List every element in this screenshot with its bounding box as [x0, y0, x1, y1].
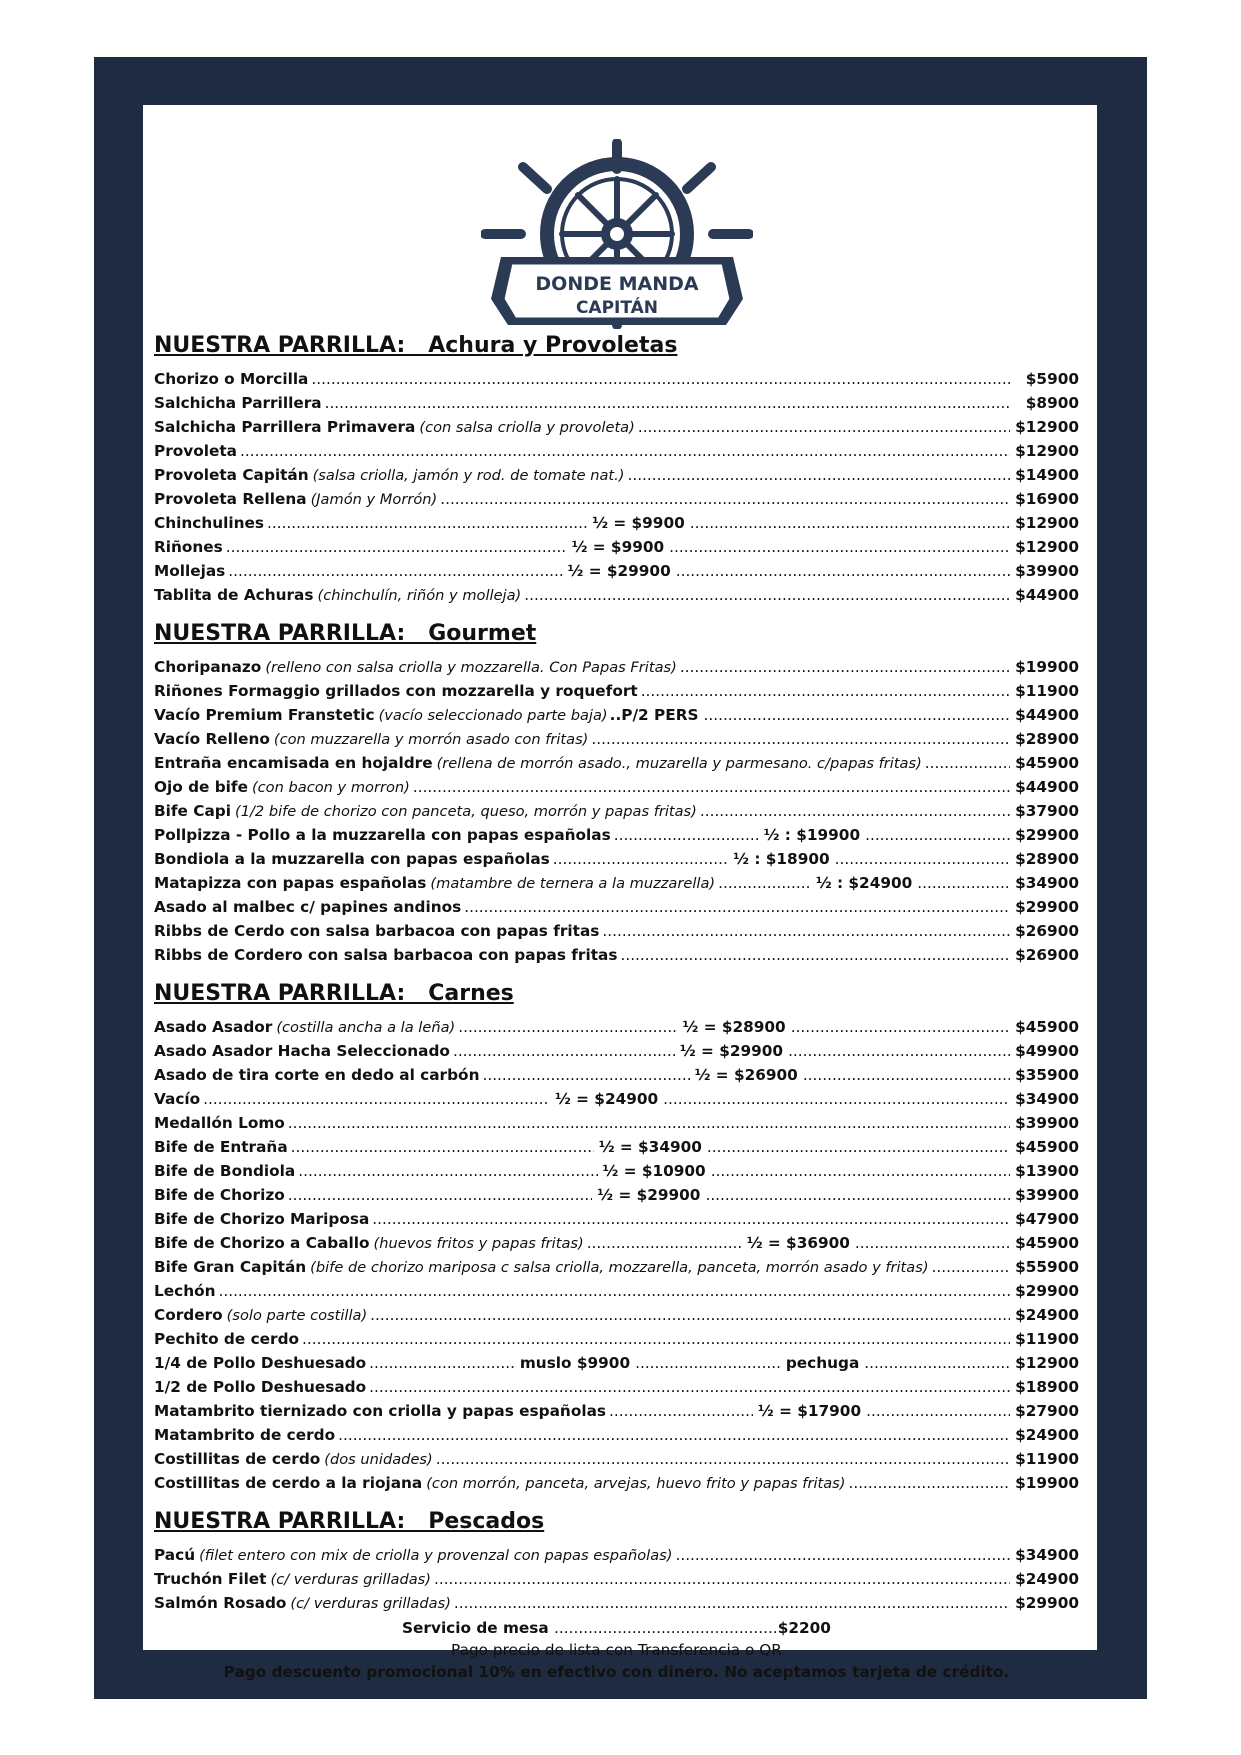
item-name: Costillitas de cerdo — [154, 1450, 321, 1468]
menu-item — [154, 943, 1079, 967]
dot-leader — [700, 799, 1010, 823]
item-price: $34900 — [1015, 874, 1079, 892]
item-description: (rellena de morrón asado., muzarella y parmesano. c/papas fritas) — [436, 755, 922, 772]
menu-footer — [154, 1617, 1079, 1683]
menu-item — [154, 1279, 1079, 1303]
item-name: Asado Asador — [154, 1018, 273, 1036]
menu-sheet — [143, 105, 1097, 1681]
section-title: NUESTRA PARRILLA: Gourmet — [154, 621, 537, 646]
item-price: $12900 — [1015, 1354, 1080, 1372]
svg-text:CAPITÁN: CAPITÁN — [575, 298, 659, 318]
service-price: $2200 — [777, 1619, 831, 1637]
menu-item — [154, 1159, 1079, 1183]
item-name: Riñones — [154, 538, 223, 556]
menu-item — [154, 1591, 1079, 1615]
dot-leader — [436, 1447, 1010, 1471]
menu-item — [154, 583, 1079, 607]
service-dots: .............................................. — [554, 1619, 778, 1637]
payment-note: Pago precio de lista con Transferencia o QR — [451, 1641, 782, 1659]
item-name: Chorizo o Morcilla — [154, 370, 309, 388]
item-price: $12900 — [1015, 418, 1079, 436]
item-price: $29900 — [1015, 1594, 1079, 1612]
menu-item — [154, 415, 1079, 439]
item-name: Bife de Bondiola — [154, 1162, 296, 1180]
item-price: $12900 — [1015, 514, 1079, 532]
item-price: $39900 — [1015, 562, 1079, 580]
menu-item — [154, 1015, 1079, 1039]
menu-item — [154, 1423, 1079, 1447]
dot-leader — [482, 1063, 689, 1087]
dot-leader — [711, 1159, 1010, 1183]
item-price: $16900 — [1015, 490, 1079, 508]
half-portion-price: pechuga — [785, 1354, 860, 1372]
item-name: Bondiola a la muzzarella con papas españolas — [154, 850, 550, 868]
item-name: Cordero — [154, 1306, 223, 1324]
item-price: $28900 — [1015, 850, 1079, 868]
half-portion-price: ½ = $24900 — [555, 1090, 659, 1108]
item-description: (con muzzarella y morrón asado con fritas) — [273, 731, 589, 748]
section-title: NUESTRA PARRILLA: Pescados — [154, 1509, 545, 1534]
menu-item-list — [154, 367, 1079, 607]
item-price: $44900 — [1015, 778, 1079, 796]
dot-leader — [240, 439, 1010, 463]
dot-leader — [627, 463, 1010, 487]
item-name: Pechito de cerdo — [154, 1330, 300, 1348]
half-portion-price: ½ : $18900 — [733, 850, 830, 868]
menu-item — [154, 1039, 1079, 1063]
menu-item — [154, 463, 1079, 487]
item-name: Entraña encamisada en hojaldre — [154, 754, 433, 772]
menu-item — [154, 1207, 1079, 1231]
item-description: (matambre de ternera a la muzzarella) — [430, 875, 716, 892]
dot-leader — [218, 1279, 1010, 1303]
item-price: $49900 — [1015, 1042, 1079, 1060]
dot-leader — [609, 1399, 753, 1423]
half-portion-price: ½ = $10900 — [602, 1162, 706, 1180]
dot-leader — [553, 847, 728, 871]
item-price: $39900 — [1015, 1186, 1079, 1204]
item-name: Vacío Relleno — [154, 730, 270, 748]
half-portion-price: ½ = $28900 — [682, 1018, 786, 1036]
item-price: $18900 — [1015, 1378, 1079, 1396]
item-name: Costillitas de cerdo a la riojana — [154, 1474, 423, 1492]
item-name: Matambrito de cerdo — [154, 1426, 336, 1444]
item-price: $45900 — [1015, 1234, 1079, 1252]
item-name: Ribbs de Cerdo con salsa barbacoa con papas fritas — [154, 922, 600, 940]
half-portion-price: ½ = $34900 — [598, 1138, 702, 1156]
item-price: $28900 — [1015, 730, 1079, 748]
item-description: (costilla ancha a la leña) — [276, 1019, 456, 1036]
section-title: NUESTRA PARRILLA: Carnes — [154, 981, 514, 1006]
service-charge — [154, 1617, 1079, 1639]
item-description: (huevos fritos y papas fritas) — [373, 1235, 584, 1252]
half-portion-price: ½ = $29900 — [679, 1042, 784, 1060]
menu-item — [154, 367, 1079, 391]
menu-item — [154, 1471, 1079, 1495]
item-price: $34900 — [1015, 1546, 1079, 1564]
menu-item — [154, 775, 1079, 799]
item-name: Salmón Rosado — [154, 1594, 287, 1612]
half-portion-price: ½ = $26900 — [694, 1066, 798, 1084]
item-price: $8900 — [1025, 394, 1079, 412]
dot-leader — [458, 1015, 677, 1039]
dot-leader — [602, 919, 1010, 943]
half-portion-price: ½ = $17900 — [757, 1402, 862, 1420]
item-name: Matambrito tiernizado con criolla y papas españolas — [154, 1402, 607, 1420]
item-name: 1/4 de Pollo Deshuesado — [154, 1354, 367, 1372]
menu-item — [154, 799, 1079, 823]
item-price: $11900 — [1015, 682, 1079, 700]
dot-leader — [338, 1423, 1010, 1447]
half-portion-price: ½ = $29900 — [567, 562, 671, 580]
item-price: $47900 — [1015, 1210, 1079, 1228]
discount-note: Pago descuento promocional 10% en efectivo con dinero. No aceptamos tarjeta de crédito. — [223, 1663, 1010, 1681]
menu-item — [154, 1255, 1079, 1279]
dot-leader — [676, 559, 1010, 583]
dot-leader — [638, 415, 1010, 439]
menu-item — [154, 727, 1079, 751]
dot-leader — [791, 1015, 1010, 1039]
dot-leader — [614, 823, 759, 847]
item-price: $45900 — [1015, 1138, 1079, 1156]
item-price: $24900 — [1015, 1426, 1079, 1444]
dot-leader — [302, 1327, 1010, 1351]
dot-leader — [434, 1567, 1010, 1591]
item-name: Bife de Chorizo a Caballo — [154, 1234, 370, 1252]
dot-leader — [718, 871, 811, 895]
item-name: Pacú — [154, 1546, 196, 1564]
item-name: Vacío — [154, 1090, 201, 1108]
item-description: (c/ verduras grilladas) — [290, 1595, 451, 1612]
item-description: (salsa criolla, jamón y rod. de tomate nat.) — [312, 467, 625, 484]
item-description: (vacío seleccionado parte baja) — [378, 707, 608, 724]
item-price: $12900 — [1015, 538, 1079, 556]
menu-item — [154, 559, 1079, 583]
menu-item — [154, 1063, 1079, 1087]
section-gap — [154, 1495, 1079, 1507]
half-portion-price: ½ : $24900 — [815, 874, 913, 892]
dot-leader — [865, 823, 1010, 847]
item-price: $34900 — [1015, 1090, 1080, 1108]
menu-item — [154, 1375, 1079, 1399]
item-name: Chinchulines — [154, 514, 264, 532]
svg-text:DONDE MANDA: DONDE MANDA — [535, 273, 699, 295]
half-portion-price: muslo $9900 — [519, 1354, 631, 1372]
menu-item — [154, 487, 1079, 511]
ship-wheel-logo — [481, 139, 753, 329]
dot-leader — [226, 535, 567, 559]
dot-leader — [680, 655, 1010, 679]
item-price: $44900 — [1015, 586, 1079, 604]
dot-leader — [464, 895, 1010, 919]
dot-leader — [690, 511, 1010, 535]
menu-item — [154, 871, 1079, 895]
item-name: Lechón — [154, 1282, 216, 1300]
dot-leader — [707, 1135, 1010, 1159]
dot-leader — [848, 1471, 1010, 1495]
dot-leader — [641, 679, 1010, 703]
menu-item — [154, 1567, 1079, 1591]
menu-item — [154, 535, 1079, 559]
item-price: $14900 — [1015, 466, 1079, 484]
item-price: $26900 — [1015, 922, 1079, 940]
dot-leader — [704, 703, 1011, 727]
item-description: (filet entero con mix de criolla y provenzal con papas españolas) — [199, 1547, 673, 1564]
menu-item-list — [154, 655, 1079, 967]
menu-item — [154, 823, 1079, 847]
menu-item-list — [154, 1543, 1079, 1615]
item-price: $37900 — [1015, 802, 1079, 820]
item-price: $29900 — [1015, 898, 1079, 916]
dot-leader — [454, 1591, 1010, 1615]
item-name: Provoleta Rellena — [154, 490, 307, 508]
dot-leader — [620, 943, 1010, 967]
item-name: Provoleta Capitán — [154, 466, 309, 484]
dot-leader — [311, 367, 1010, 391]
item-price: $45900 — [1015, 754, 1079, 772]
section-gap — [154, 607, 1079, 619]
item-price: $44900 — [1015, 706, 1079, 724]
item-description: (bife de chorizo mariposa c salsa criolla, mozzarella, panceta, morrón asado y fritas) — [310, 1259, 929, 1276]
half-portion-price: ½ = $9900 — [571, 538, 665, 556]
dot-leader — [587, 1231, 742, 1255]
menu-item — [154, 1351, 1079, 1375]
dot-leader — [370, 1303, 1010, 1327]
item-price: $29900 — [1015, 826, 1079, 844]
dot-leader — [864, 1351, 1010, 1375]
item-name: Bife Gran Capitán — [154, 1258, 307, 1276]
item-name: Medallón Lomo — [154, 1114, 285, 1132]
item-name: Asado de tira corte en dedo al carbón — [154, 1066, 480, 1084]
menu-item — [154, 1399, 1079, 1423]
item-description: (dos unidades) — [324, 1451, 433, 1468]
item-name: Provoleta — [154, 442, 237, 460]
item-price: $29900 — [1015, 1282, 1079, 1300]
item-name: Asado al malbec c/ papines andinos — [154, 898, 462, 916]
dot-leader — [288, 1183, 593, 1207]
menu-item — [154, 439, 1079, 463]
dot-leader — [291, 1135, 594, 1159]
item-price: $24900 — [1015, 1306, 1079, 1324]
dot-leader — [413, 775, 1010, 799]
item-name: Bife de Chorizo Mariposa — [154, 1210, 370, 1228]
item-price: $13900 — [1015, 1162, 1079, 1180]
menu-item — [154, 655, 1079, 679]
dot-leader — [803, 1063, 1010, 1087]
half-portion-price: ½ = $36900 — [746, 1234, 850, 1252]
item-name: Asado Asador Hacha Seleccionado — [154, 1042, 450, 1060]
menu-item — [154, 1111, 1079, 1135]
item-description: (1/2 bife de chorizo con panceta, queso, morrón y papas fritas) — [235, 803, 697, 820]
item-name: Salchicha Parrillera — [154, 394, 322, 412]
dot-leader — [705, 1183, 1010, 1207]
menu-item — [154, 1303, 1079, 1327]
item-name: Ribbs de Cordero con salsa barbacoa con papas fritas — [154, 946, 618, 964]
item-price: $19900 — [1015, 1474, 1079, 1492]
menu-item — [154, 919, 1079, 943]
dot-leader — [369, 1375, 1010, 1399]
dot-leader — [925, 751, 1010, 775]
half-portion-price: ½ = $29900 — [597, 1186, 701, 1204]
item-name: Choripanazo — [154, 658, 262, 676]
dot-leader — [228, 559, 562, 583]
dot-leader — [524, 583, 1010, 607]
item-price: $12900 — [1015, 442, 1079, 460]
item-description: (con morrón, panceta, arvejas, huevo frito y papas fritas) — [426, 1475, 846, 1492]
menu-item — [154, 391, 1079, 415]
menu-content — [154, 331, 1079, 1683]
item-price: $11900 — [1015, 1330, 1079, 1348]
item-name: Bife de Chorizo — [154, 1186, 285, 1204]
item-price: $35900 — [1015, 1066, 1079, 1084]
menu-item — [154, 1183, 1079, 1207]
item-name: Mollejas — [154, 562, 226, 580]
menu-item — [154, 703, 1079, 727]
item-price: $5900 — [1025, 370, 1079, 388]
dot-leader — [288, 1111, 1010, 1135]
menu-item — [154, 1135, 1079, 1159]
item-description: (c/ verduras grilladas) — [270, 1571, 431, 1588]
menu-item-list — [154, 1015, 1079, 1495]
menu-item — [154, 1543, 1079, 1567]
item-name: Matapizza con papas españolas — [154, 874, 427, 892]
item-portion-note: ..P/2 PERS — [609, 706, 699, 724]
menu-item — [154, 679, 1079, 703]
menu-item — [154, 751, 1079, 775]
dot-leader — [835, 847, 1010, 871]
item-name: Bife Capi — [154, 802, 231, 820]
dot-leader — [635, 1351, 781, 1375]
dot-leader — [298, 1159, 597, 1183]
section-title: NUESTRA PARRILLA: Achura y Provoletas — [154, 333, 678, 358]
item-price: $55900 — [1015, 1258, 1079, 1276]
item-name: Tablita de Achuras — [154, 586, 314, 604]
item-description: (Jamón y Morrón) — [310, 491, 438, 508]
dot-leader — [591, 727, 1010, 751]
dot-leader — [675, 1543, 1010, 1567]
menu-item — [154, 1447, 1079, 1471]
service-label: Servicio de mesa — [402, 1619, 555, 1637]
menu-item — [154, 511, 1079, 535]
menu-item — [154, 1327, 1079, 1351]
dot-leader — [788, 1039, 1010, 1063]
item-name: Riñones Formaggio grillados con mozzarella y roquefort — [154, 682, 638, 700]
item-description: (con bacon y morron) — [251, 779, 410, 796]
item-name: Vacío Premium Franstetic — [154, 706, 375, 724]
item-description: (solo parte costilla) — [226, 1307, 368, 1324]
dot-leader — [669, 535, 1010, 559]
item-price: $45900 — [1015, 1018, 1079, 1036]
item-name: Ojo de bife — [154, 778, 248, 796]
dot-leader — [203, 1087, 550, 1111]
item-description: (chinchulín, riñón y molleja) — [317, 587, 522, 604]
dot-leader — [855, 1231, 1010, 1255]
half-portion-price: ½ : $19900 — [763, 826, 861, 844]
item-name: Truchón Filet — [154, 1570, 267, 1588]
item-description: (con salsa criolla y provoleta) — [419, 419, 635, 436]
dot-leader — [267, 511, 587, 535]
menu-item — [154, 847, 1079, 871]
dot-leader — [453, 1039, 675, 1063]
item-price: $11900 — [1015, 1450, 1079, 1468]
menu-item — [154, 1231, 1079, 1255]
item-name: Bife de Entraña — [154, 1138, 288, 1156]
item-price: $24900 — [1015, 1570, 1079, 1588]
dot-leader — [369, 1351, 515, 1375]
menu-item — [154, 895, 1079, 919]
item-price: $27900 — [1015, 1402, 1079, 1420]
dot-leader — [325, 391, 1010, 415]
dot-leader — [440, 487, 1010, 511]
item-price: $39900 — [1015, 1114, 1079, 1132]
dot-leader — [917, 871, 1010, 895]
item-description: (relleno con salsa criolla y mozzarella. Con Papas Fritas) — [265, 659, 677, 676]
item-price: $26900 — [1015, 946, 1079, 964]
item-name: Salchicha Parrillera Primavera — [154, 418, 416, 436]
half-portion-price: ½ = $9900 — [592, 514, 685, 532]
item-price: $19900 — [1015, 658, 1079, 676]
dot-leader — [372, 1207, 1010, 1231]
item-name: Pollpizza - Pollo a la muzzarella con papas españolas — [154, 826, 611, 844]
dot-leader — [932, 1255, 1010, 1279]
section-gap — [154, 967, 1079, 979]
dot-leader — [663, 1087, 1010, 1111]
item-name: 1/2 de Pollo Deshuesado — [154, 1378, 367, 1396]
menu-item — [154, 1087, 1079, 1111]
dot-leader — [866, 1399, 1010, 1423]
